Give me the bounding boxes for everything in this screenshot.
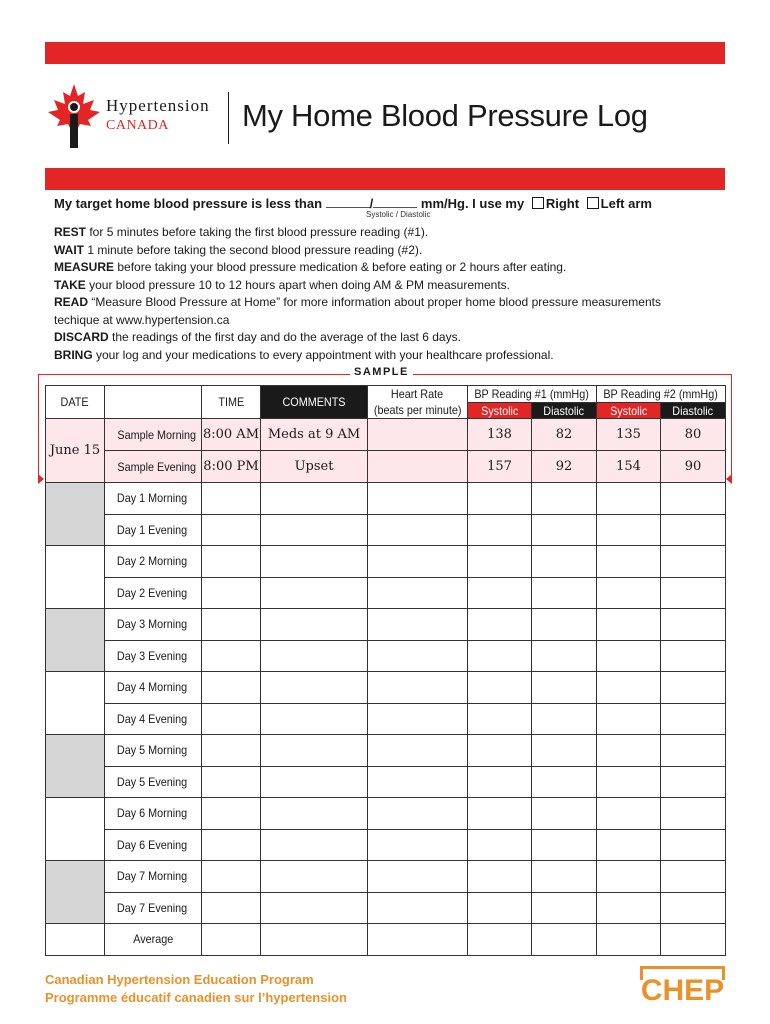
header-heart-rate-sub: (beats per minute) (368, 403, 468, 419)
left-arm-checkbox[interactable] (587, 197, 599, 209)
day-label: Day 7 Evening (105, 892, 202, 924)
day-label: Day 4 Morning (105, 672, 202, 704)
bp2-diastolic-cell[interactable] (661, 577, 726, 609)
arrow-right-icon (38, 474, 44, 484)
bp2-systolic-cell[interactable] (597, 798, 661, 830)
page-title: My Home Blood Pressure Log (242, 98, 648, 133)
bp1-diastolic-cell[interactable] (532, 546, 597, 578)
comments-cell[interactable] (261, 829, 368, 861)
average-date-cell (46, 924, 105, 956)
bp2-systolic-cell[interactable] (597, 640, 661, 672)
comments-cell[interactable] (261, 703, 368, 735)
day-label: Day 2 Evening (105, 577, 202, 609)
chep-logo-text: CHEP (640, 974, 725, 1006)
instruction-item (54, 242, 674, 260)
day-label: Day 1 Morning (105, 483, 202, 515)
bp2-diastolic-cell[interactable] (661, 735, 726, 767)
time-cell[interactable] (202, 829, 261, 861)
time-cell[interactable] (202, 703, 261, 735)
heart-rate-cell[interactable] (368, 672, 468, 704)
bp2-systolic-cell[interactable] (597, 735, 661, 767)
table-row (46, 483, 726, 515)
sample-row-label: Sample Evening (105, 451, 202, 483)
heart-rate-cell[interactable] (368, 829, 468, 861)
bp2-systolic-cell[interactable] (597, 703, 661, 735)
table-row (46, 546, 726, 578)
time-cell[interactable] (202, 483, 261, 515)
average-bp1-diastolic-cell[interactable] (532, 924, 597, 956)
arrow-left-icon (726, 474, 732, 484)
comments-cell[interactable] (261, 766, 368, 798)
instruction-text: 1 minute before taking the second blood pressure reading (#2). (84, 242, 423, 257)
chep-logo (640, 966, 725, 1006)
bp1-diastolic-cell[interactable] (532, 483, 597, 515)
diastolic-target-blank[interactable] (373, 197, 417, 208)
day-label: Day 3 Morning (105, 609, 202, 641)
heart-rate-cell[interactable] (368, 609, 468, 641)
table-row (46, 514, 726, 546)
bp2-systolic-cell[interactable] (597, 829, 661, 861)
bp2-diastolic-cell[interactable] (661, 892, 726, 924)
bp1-systolic-cell[interactable] (468, 829, 532, 861)
comments-cell[interactable] (261, 892, 368, 924)
average-label: Average (105, 924, 202, 956)
sample-bp2-systolic: 135 (597, 419, 661, 451)
day-label: Day 5 Morning (105, 735, 202, 767)
bp1-systolic-cell[interactable] (468, 892, 532, 924)
header-bp2-systolic: Systolic (597, 403, 661, 419)
date-cell[interactable] (46, 735, 105, 798)
bp2-systolic-cell[interactable] (597, 483, 661, 515)
instruction-item (54, 347, 674, 365)
heart-rate-cell[interactable] (368, 892, 468, 924)
middle-red-bar (45, 168, 725, 190)
time-cell[interactable] (202, 609, 261, 641)
time-cell[interactable] (202, 546, 261, 578)
bp2-systolic-cell[interactable] (597, 546, 661, 578)
right-arm-checkbox[interactable] (532, 197, 544, 209)
average-comments-cell[interactable] (261, 924, 368, 956)
table-row (46, 735, 726, 767)
comments-cell[interactable] (261, 798, 368, 830)
bp2-diastolic-cell[interactable] (661, 640, 726, 672)
sample-heart-rate (368, 451, 468, 483)
header-bp2-diastolic: Diastolic (661, 403, 726, 419)
comments-cell[interactable] (261, 577, 368, 609)
bp1-diastolic-cell[interactable] (532, 672, 597, 704)
heart-rate-cell[interactable] (368, 735, 468, 767)
bp2-diastolic-cell[interactable] (661, 514, 726, 546)
sample-bp2-systolic: 154 (597, 451, 661, 483)
bp1-systolic-cell[interactable] (468, 798, 532, 830)
bp2-diastolic-cell[interactable] (661, 703, 726, 735)
bp1-systolic-cell[interactable] (468, 861, 532, 893)
date-cell[interactable] (46, 609, 105, 672)
sample-bp2-diastolic: 90 (661, 451, 726, 483)
table-row (46, 609, 726, 641)
instruction-item (54, 294, 674, 329)
sample-bp1-systolic: 157 (468, 451, 532, 483)
instruction-text: the readings of the first day and do the average of the last 6 days. (108, 330, 461, 344)
bp2-diastolic-cell[interactable] (661, 672, 726, 704)
time-cell[interactable] (202, 514, 261, 546)
comments-cell[interactable] (261, 640, 368, 672)
heart-rate-cell[interactable] (368, 483, 468, 515)
sample-date: June 15 (46, 419, 105, 483)
comments-cell[interactable] (261, 514, 368, 546)
instruction-item (54, 277, 674, 295)
bp2-systolic-cell[interactable] (597, 577, 661, 609)
bp2-diastolic-cell[interactable] (661, 546, 726, 578)
header-bp-reading-1: BP Reading #1 (mmHg) (468, 386, 597, 403)
table-row (46, 703, 726, 735)
bp1-diastolic-cell[interactable] (532, 609, 597, 641)
instruction-keyword: REST (54, 225, 87, 239)
table-row (46, 892, 726, 924)
time-cell[interactable] (202, 577, 261, 609)
target-bp-line (54, 196, 734, 211)
sample-bp1-diastolic: 92 (532, 451, 597, 483)
heart-rate-cell[interactable] (368, 861, 468, 893)
bp1-systolic-cell[interactable] (468, 609, 532, 641)
time-cell[interactable] (202, 766, 261, 798)
bp1-diastolic-cell[interactable] (532, 514, 597, 546)
instruction-text: your log and your medications to every appointment with your healthcare professional. (92, 347, 554, 362)
header-label-blank (105, 386, 202, 419)
comments-cell[interactable] (261, 483, 368, 515)
target-suffix: mm/Hg. I use my (420, 196, 525, 211)
right-arm-label: Right (545, 196, 580, 211)
bp2-diastolic-cell[interactable] (661, 766, 726, 798)
bp-log-table (45, 385, 726, 956)
average-time-cell[interactable] (202, 924, 261, 956)
bp1-systolic-cell[interactable] (468, 735, 532, 767)
header-bp1-systolic: Systolic (468, 403, 532, 419)
instructions-list (54, 224, 674, 364)
average-bp1-systolic-cell[interactable] (468, 924, 532, 956)
target-slash: / (369, 196, 374, 211)
header-heart-rate: Heart Rate (368, 386, 468, 403)
heart-rate-cell[interactable] (368, 703, 468, 735)
header-comments: COMMENTS (261, 386, 368, 419)
bp2-diastolic-cell[interactable] (661, 861, 726, 893)
time-cell[interactable] (202, 672, 261, 704)
bp2-systolic-cell[interactable] (597, 609, 661, 641)
bp1-diastolic-cell[interactable] (532, 829, 597, 861)
time-cell[interactable] (202, 861, 261, 893)
day-label: Day 6 Evening (105, 829, 202, 861)
table-row (46, 766, 726, 798)
sample-time: 8:00 PM (202, 451, 261, 483)
instruction-item (54, 259, 674, 277)
bp1-diastolic-cell[interactable] (532, 703, 597, 735)
instruction-keyword: TAKE (54, 277, 86, 292)
bp1-diastolic-cell[interactable] (532, 861, 597, 893)
instruction-keyword: WAIT (54, 242, 84, 257)
heart-rate-cell[interactable] (368, 798, 468, 830)
time-cell[interactable] (202, 735, 261, 767)
table-row (46, 829, 726, 861)
sample-heart-rate (368, 419, 468, 451)
comments-cell[interactable] (261, 735, 368, 767)
systolic-target-blank[interactable] (326, 197, 370, 208)
time-cell[interactable] (202, 798, 261, 830)
bp2-diastolic-cell[interactable] (661, 609, 726, 641)
bp1-systolic-cell[interactable] (468, 766, 532, 798)
bp2-diastolic-cell[interactable] (661, 798, 726, 830)
bp1-diastolic-cell[interactable] (532, 766, 597, 798)
sample-bp1-systolic: 138 (468, 419, 532, 451)
instruction-keyword: BRING (54, 347, 93, 362)
systolic-diastolic-caption: Systolic / Diastolic (366, 210, 431, 219)
instruction-text: “Measure Blood Pressure at Home” for more information about proper home blood pressure measurements techique at www.hypertension.ca (54, 295, 661, 327)
table-row (46, 672, 726, 704)
heart-rate-cell[interactable] (368, 577, 468, 609)
sample-row-label: Sample Morning (105, 419, 202, 451)
average-bp2-diastolic-cell[interactable] (661, 924, 726, 956)
instruction-keyword: MEASURE (54, 260, 115, 274)
instruction-text: for 5 minutes before taking the first blood pressure reading (#1). (86, 225, 429, 239)
day-label: Day 3 Evening (105, 640, 202, 672)
sample-row-morning (46, 419, 726, 451)
sample-bp1-diastolic: 82 (532, 419, 597, 451)
header-bp1-diastolic: Diastolic (532, 403, 597, 419)
date-cell[interactable] (46, 798, 105, 861)
date-cell[interactable] (46, 483, 105, 546)
bp2-systolic-cell[interactable] (597, 672, 661, 704)
date-cell[interactable] (46, 861, 105, 924)
bp1-systolic-cell[interactable] (468, 640, 532, 672)
table-header-row (46, 386, 726, 403)
footer-program-french: Programme éducatif canadien sur l’hypertension (45, 990, 347, 1005)
comments-cell[interactable] (261, 609, 368, 641)
date-cell[interactable] (46, 546, 105, 609)
bp2-systolic-cell[interactable] (597, 861, 661, 893)
hypertension-canada-logo (44, 80, 224, 152)
average-bp2-systolic-cell[interactable] (597, 924, 661, 956)
average-row (46, 924, 726, 956)
day-label: Day 6 Morning (105, 798, 202, 830)
header-time: TIME (202, 386, 261, 419)
target-prefix: My target home blood pressure is less than (54, 196, 323, 211)
instruction-text: before taking your blood pressure medication & before eating or 2 hours after eating. (114, 260, 567, 274)
bp1-systolic-cell[interactable] (468, 514, 532, 546)
day-label: Day 4 Evening (105, 703, 202, 735)
heart-rate-cell[interactable] (368, 766, 468, 798)
header-divider (228, 92, 229, 144)
header-bp-reading-2: BP Reading #2 (mmHg) (597, 386, 726, 403)
table-row (46, 640, 726, 672)
bp1-diastolic-cell[interactable] (532, 892, 597, 924)
bp1-diastolic-cell[interactable] (532, 798, 597, 830)
day-label: Day 2 Morning (105, 546, 202, 578)
comments-cell[interactable] (261, 672, 368, 704)
table-row (46, 577, 726, 609)
table-row (46, 798, 726, 830)
header-date: DATE (46, 386, 105, 419)
footer-program-english: Canadian Hypertension Education Program (45, 972, 314, 987)
sample-time: 8:00 AM (202, 419, 261, 451)
heart-rate-cell[interactable] (368, 546, 468, 578)
instruction-keyword: DISCARD (54, 330, 109, 344)
sample-comment: Meds at 9 AM (261, 419, 368, 451)
logo-line-1: Hypertension (106, 96, 210, 115)
maple-leaf-icon (44, 80, 104, 152)
time-cell[interactable] (202, 640, 261, 672)
top-red-bar (45, 42, 725, 64)
bp2-diastolic-cell[interactable] (661, 483, 726, 515)
bp2-systolic-cell[interactable] (597, 514, 661, 546)
instruction-text: your blood pressure 10 to 12 hours apart when doing AM & PM measurements. (85, 277, 511, 292)
average-heart-rate-cell[interactable] (368, 924, 468, 956)
bp1-diastolic-cell[interactable] (532, 640, 597, 672)
date-cell[interactable] (46, 672, 105, 735)
bp1-systolic-cell[interactable] (468, 546, 532, 578)
heart-rate-cell[interactable] (368, 514, 468, 546)
comments-cell[interactable] (261, 861, 368, 893)
bp2-systolic-cell[interactable] (597, 766, 661, 798)
day-label: Day 7 Morning (105, 861, 202, 893)
bp1-systolic-cell[interactable] (468, 672, 532, 704)
instruction-item (54, 329, 674, 347)
bp2-diastolic-cell[interactable] (661, 829, 726, 861)
bp1-systolic-cell[interactable] (468, 577, 532, 609)
comments-cell[interactable] (261, 546, 368, 578)
instruction-item (54, 224, 674, 242)
sample-bp2-diastolic: 80 (661, 419, 726, 451)
instruction-keyword: READ (54, 295, 89, 309)
time-cell[interactable] (202, 892, 261, 924)
sample-row-evening (46, 451, 726, 483)
logo-line-2: CANADA (106, 118, 169, 133)
day-label: Day 5 Evening (105, 766, 202, 798)
heart-rate-cell[interactable] (368, 640, 468, 672)
bp1-diastolic-cell[interactable] (532, 735, 597, 767)
bp2-systolic-cell[interactable] (597, 892, 661, 924)
left-arm-label: Left arm (600, 196, 652, 211)
sample-label: SAMPLE (350, 366, 413, 378)
sample-comment: Upset (261, 451, 368, 483)
bp1-systolic-cell[interactable] (468, 483, 532, 515)
bp1-diastolic-cell[interactable] (532, 577, 597, 609)
bp1-systolic-cell[interactable] (468, 703, 532, 735)
table-row (46, 861, 726, 893)
day-label: Day 1 Evening (105, 514, 202, 546)
